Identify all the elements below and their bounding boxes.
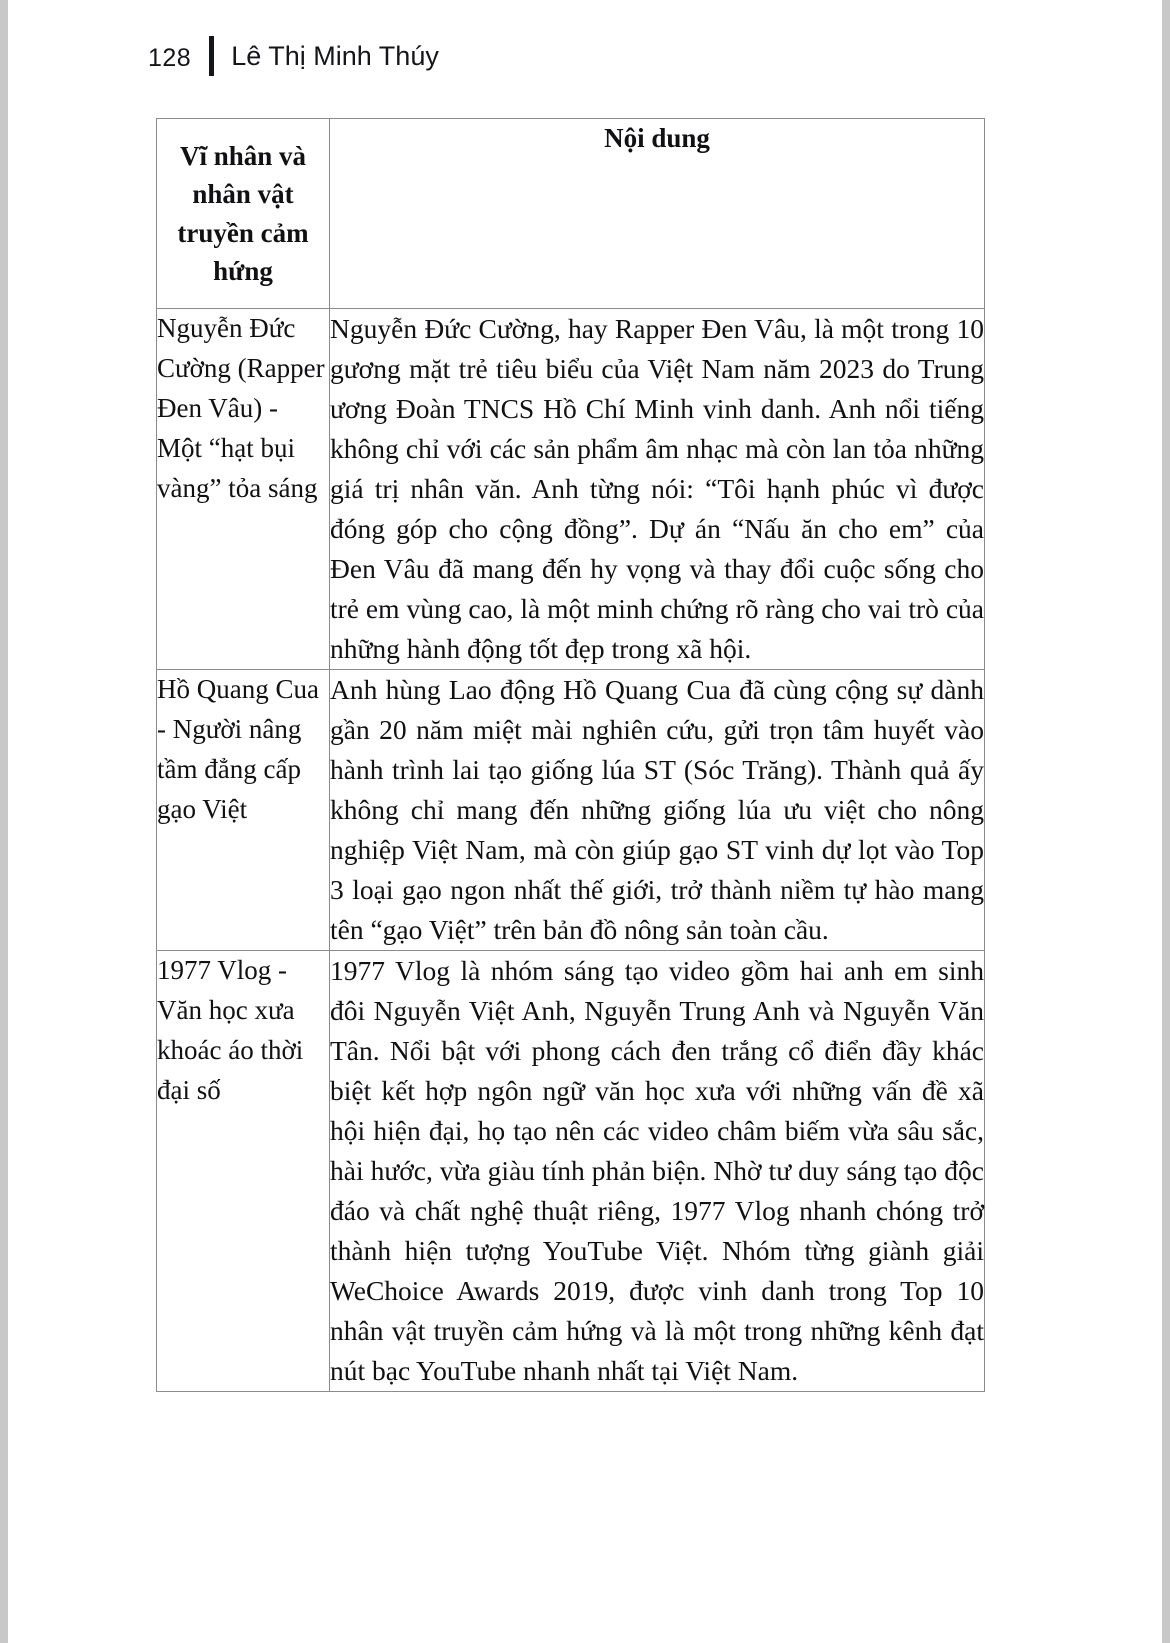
table-header-row: [157, 119, 985, 309]
table-row: [157, 670, 985, 951]
figure-name-cell: Hồ Quang Cua - Người nâng tầm đẳng cấp gạo Việt: [157, 670, 330, 951]
table-row: [157, 309, 985, 670]
column-header-content: Nội dung: [330, 119, 985, 309]
figure-name-cell: 1977 Vlog - Văn học xưa khoác áo thời đại số: [157, 951, 330, 1392]
column-header-figure: Vĩ nhân và nhân vật truyền cảm hứng: [157, 119, 330, 309]
figure-content-cell: Anh hùng Lao động Hồ Quang Cua đã cùng cộng sự dành gần 20 năm miệt mài nghiên cứu, gửi trọn tâm huyết vào hành trình lai tạo giống lúa ST (Sóc Trăng). Thành quả ấy không chỉ mang đến những giống lúa ưu việt cho nông nghiệp Việt Nam, mà còn giúp gạo ST vinh dự lọt vào Top 3 loại gạo ngon nhất thế giới, trở thành niềm tự hào mang tên “gạo Việt” trên bản đồ nông sản toàn cầu.: [330, 670, 985, 951]
page-number: 128: [148, 43, 192, 72]
figure-content-cell: Nguyễn Đức Cường, hay Rapper Đen Vâu, là một trong 10 gương mặt trẻ tiêu biểu của Việt Nam năm 2023 do Trung ương Đoàn TNCS Hồ Chí Minh vinh danh. Anh nổi tiếng không chỉ với các sản phẩm âm nhạc mà còn lan tỏa những giá trị nhân văn. Anh từng nói: “Tôi hạnh phúc vì được đóng góp cho cộng đồng”. Dự án “Nấu ăn cho em” của Đen Vâu đã mang đến hy vọng và thay đổi cuộc sống cho trẻ em vùng cao, là một minh chứng rõ ràng cho vai trò của những hành động tốt đẹp trong xã hội.: [330, 309, 985, 670]
author-name: Lê Thị Minh Thúy: [231, 40, 439, 71]
header-divider: [209, 36, 214, 76]
table-row: [157, 951, 985, 1392]
figure-name-cell: Nguyễn Đức Cường (Rapper Đen Vâu) - Một “hạt bụi vàng” tỏa sáng: [157, 309, 330, 670]
running-header: [148, 30, 439, 82]
document-page: [8, 0, 1162, 1643]
inspiring-figures-table: [156, 118, 985, 1392]
figure-content-cell: 1977 Vlog là nhóm sáng tạo video gồm hai anh em sinh đôi Nguyễn Việt Anh, Nguyễn Trung Anh và Nguyễn Văn Tân. Nổi bật với phong cách đen trắng cổ điển đầy khác biệt kết hợp ngôn ngữ văn học xưa với những vấn đề xã hội hiện đại, họ tạo nên các video châm biếm vừa sâu sắc, hài hước, vừa giàu tính phản biện. Nhờ tư duy sáng tạo độc đáo và chất nghệ thuật riêng, 1977 Vlog nhanh chóng trở thành hiện tượng YouTube Việt. Nhóm từng giành giải WeChoice Awards 2019, được vinh danh trong Top 10 nhân vật truyền cảm hứng và là một trong những kênh đạt nút bạc YouTube nhanh nhất tại Việt Nam.: [330, 951, 985, 1392]
